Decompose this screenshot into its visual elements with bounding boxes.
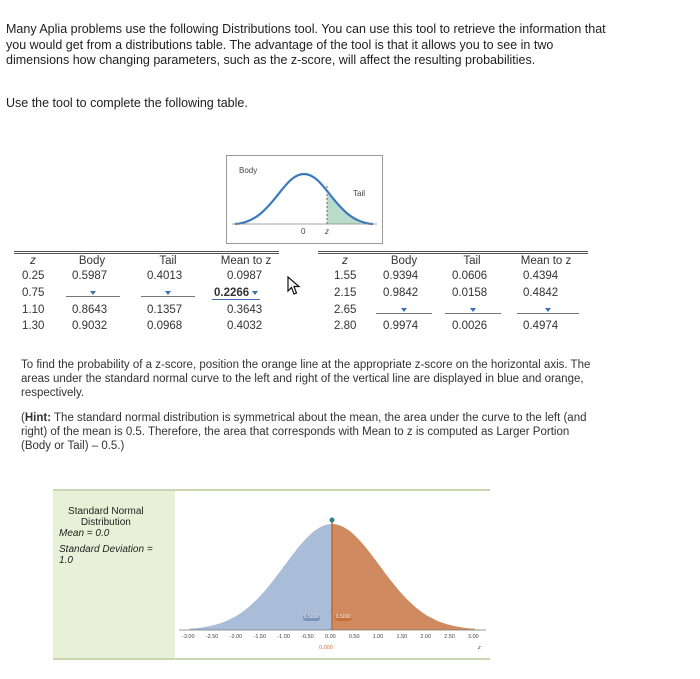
x-axis-tick-label: -2.00 [229, 634, 243, 640]
left-header-tail: Tail [159, 255, 177, 267]
left-table-top-rule-2 [14, 253, 279, 254]
x-axis-tick-label: -0.50 [301, 634, 314, 640]
figure-tail-label: Tail [353, 189, 366, 198]
right-body: 0.9394 [383, 270, 419, 282]
right-tail-dropdown[interactable] [445, 303, 501, 314]
left-mean: 0.4032 [227, 320, 263, 332]
intro-paragraph: Many Aplia problems use the following Distributions tool. You can use this tool to retrieve the information that you would get from a distributions table. The advantage of the tool is that it allows you to see in two dimensions how changing parameters, such as the z-score, will affect the resulting probabilities. [6, 22, 606, 67]
chevron-down-icon [90, 291, 96, 295]
right-body: 0.9974 [383, 320, 419, 332]
tool-parameters [59, 506, 153, 566]
right-z: 2.65 [334, 304, 357, 316]
right-area-badge: 0.5000 [335, 614, 352, 620]
left-mean-dropdown[interactable] [212, 287, 260, 300]
distribution-tool [53, 489, 490, 660]
x-axis-tick-label: -3.00 [182, 634, 195, 640]
right-mean-dropdown[interactable] [517, 303, 579, 314]
right-tail: 0.0026 [452, 320, 488, 332]
normal-curve-svg [175, 491, 490, 658]
x-axis-tick-label: 1.50 [396, 634, 408, 640]
mouse-cursor-icon [287, 276, 301, 296]
left-mean: 0.0987 [227, 270, 263, 282]
chevron-down-icon [470, 308, 476, 312]
left-header-z: z [30, 255, 36, 267]
chevron-down-icon [401, 308, 407, 312]
z-value-label: 0.000 [319, 645, 333, 651]
right-z: 2.15 [334, 287, 357, 299]
right-z: 2.80 [334, 320, 357, 332]
chevron-down-icon [252, 291, 258, 295]
hint-label: Hint: [24, 412, 52, 424]
right-mean: 0.4974 [523, 320, 559, 332]
right-body: 0.9842 [383, 287, 419, 299]
figure-zero-label: 0 [301, 227, 306, 236]
tool-mean-label: Mean = 0.0 [59, 528, 110, 539]
left-tail: 0.4013 [147, 270, 183, 282]
left-header-mean: Mean to z [220, 255, 272, 267]
x-axis-tick-label: 2.50 [444, 634, 455, 640]
x-axis-tick-label: -1.50 [253, 634, 267, 640]
right-area-orange [332, 524, 475, 630]
left-z: 1.30 [22, 320, 45, 332]
tool-title-line1: Standard Normal [68, 506, 144, 517]
x-axis-tick-label: 3.00 [468, 634, 479, 640]
chevron-down-icon [545, 308, 551, 312]
left-table-top-rule [14, 251, 279, 252]
left-tail: 0.0968 [147, 320, 183, 332]
right-tail: 0.0158 [452, 287, 488, 299]
body-tail-diagram [226, 155, 383, 244]
figure-body-label: Body [239, 166, 258, 175]
right-table-top-rule-2 [318, 253, 588, 254]
left-tail: 0.1357 [147, 304, 183, 316]
tool-sd-value: 1.0 [59, 555, 73, 566]
x-axis-tick-label: -2.50 [205, 634, 219, 640]
right-header-z: z [342, 255, 348, 267]
right-header-tail: Tail [463, 255, 481, 267]
x-axis-tick-label: 1.00 [372, 634, 384, 640]
left-body: 0.8643 [72, 304, 108, 316]
left-header-body: Body [78, 255, 106, 267]
z-axis-label: z [478, 645, 481, 651]
left-mean-selected: 0.2266 [214, 287, 250, 299]
right-body-dropdown[interactable] [376, 303, 432, 314]
chevron-down-icon [165, 291, 171, 295]
left-mean: 0.3643 [227, 304, 263, 316]
right-header-body: Body [390, 255, 418, 267]
left-body-dropdown[interactable] [66, 286, 120, 297]
x-axis-tick-label: 0.50 [348, 634, 360, 640]
tool-sd-label: Standard Deviation = [59, 544, 153, 555]
x-axis-tick-label: 0.00 [325, 634, 336, 640]
left-z: 0.75 [22, 287, 45, 299]
z-line-handle [330, 518, 335, 523]
right-table-top-rule [318, 251, 588, 252]
normal-curve-plot[interactable] [175, 491, 490, 658]
left-body: 0.5987 [72, 270, 108, 282]
left-z: 1.10 [22, 304, 45, 316]
hint-text: The standard normal distribution is symmetrical about the mean, the area under the curve to the left (and right) of the mean is 0.5. Therefore, the area that corresponds with Mean to z is computed as Larger Portion (Body or Tail) – 0.5.) [21, 412, 587, 452]
tool-title-line2: Distribution [80, 517, 131, 528]
x-axis-tick-label: -1.00 [277, 634, 290, 640]
left-z: 0.25 [22, 270, 45, 282]
left-tail-dropdown[interactable] [141, 286, 195, 297]
right-mean: 0.4842 [523, 287, 559, 299]
left-area-badge: 0.5000 [303, 614, 320, 620]
right-tail: 0.0606 [452, 270, 488, 282]
figure-z-label: z [325, 227, 329, 236]
instruction-text: Use the tool to complete the following table. [6, 96, 248, 110]
hint-paragraph: (Hint: The standard normal distribution is symmetrical about the mean, the area under the curve to the left (and right) of the mean is 0.5. Therefore, the area that corresponds with Mean to z is computed as Larger Portion (Body or Tail) – 0.5.) [21, 412, 587, 452]
right-mean: 0.4394 [523, 270, 559, 282]
left-body: 0.9032 [72, 320, 108, 332]
right-header-mean: Mean to z [520, 255, 572, 267]
right-z: 1.55 [334, 270, 357, 282]
x-axis-tick-label: 2.00 [420, 634, 432, 640]
guide-paragraph: To find the probability of a z-score, position the orange line at the appropriate z-score on the horizontal axis. The areas under the standard normal curve to the left and right of the vertical line are displayed in blue and orange, respectively. [21, 359, 591, 399]
